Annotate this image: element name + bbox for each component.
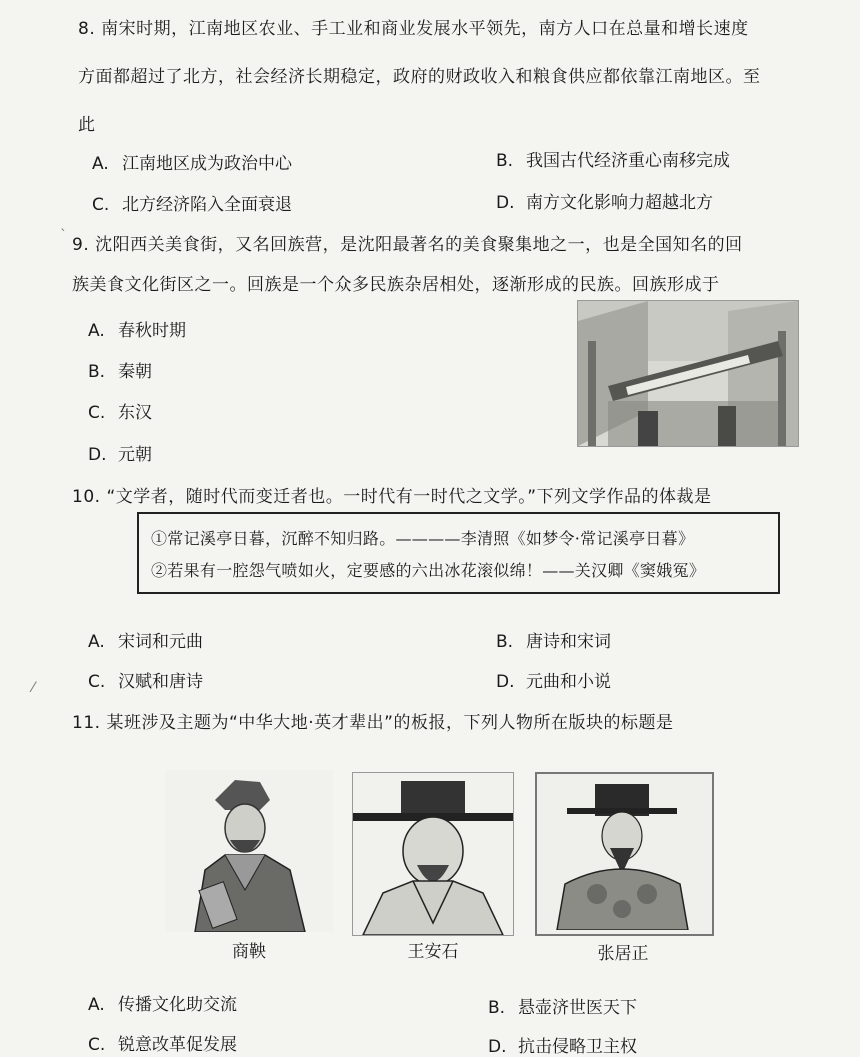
q8-option-b[interactable]: [496, 146, 730, 171]
q10-option-d[interactable]: [496, 667, 611, 692]
q9-stem-line1: 9. 沈阳西关美食街，又名回族营，是沈阳最著名的美食聚集地之一，也是全国知名的回: [72, 235, 743, 255]
option-letter: A.: [88, 321, 105, 341]
q9-option-a[interactable]: [88, 316, 186, 341]
caption-wang-anshi: 王安石: [407, 942, 459, 962]
option-text: 东汉: [118, 403, 152, 423]
option-text: 宋词和元曲: [118, 632, 203, 652]
shang-yang-portrait: [165, 770, 333, 932]
option-letter: D.: [488, 1037, 507, 1057]
q10-option-b[interactable]: [496, 627, 611, 652]
option-text: 元曲和小说: [526, 672, 611, 692]
q11-option-c[interactable]: [88, 1030, 237, 1055]
q9-stem-line2: 族美食文化街区之一。回族是一个众多民族杂居相处，逐渐形成的民族。回族形成于: [72, 275, 720, 295]
quote-box: [137, 512, 780, 594]
q8-stem-line1: 8. 南宋时期，江南地区农业、手工业和商业发展水平领先，南方人口在总量和增长速度: [78, 19, 749, 39]
option-letter: A.: [92, 154, 109, 174]
option-text: 锐意改革促发展: [118, 1035, 237, 1055]
q8-option-d[interactable]: [496, 188, 713, 213]
option-text: 传播文化助交流: [118, 995, 237, 1015]
option-letter: C.: [88, 1035, 106, 1055]
option-text: 秦朝: [118, 362, 152, 382]
q10-option-c[interactable]: [88, 667, 203, 692]
option-text: 汉赋和唐诗: [118, 672, 203, 692]
option-text: 北方经济陷入全面衰退: [122, 195, 292, 215]
caption-shang-yang: 商鞅: [232, 942, 266, 962]
option-letter: D.: [496, 672, 515, 692]
option-text: 抗击侵略卫主权: [518, 1037, 637, 1057]
option-letter: D.: [88, 445, 107, 465]
q11-option-a[interactable]: [88, 990, 237, 1015]
option-letter: C.: [88, 403, 106, 423]
option-text: 江南地区成为政治中心: [122, 154, 292, 174]
option-text: 唐诗和宋词: [526, 632, 611, 652]
stray-mark: ⁄: [32, 680, 35, 696]
quote-2: ②若果有一腔怨气喷如火，定要感的六出冰花滚似绵！——关汉卿《窦娥冤》: [151, 561, 706, 580]
caption-zhang-juzheng: 张居正: [597, 944, 649, 964]
q8-stem-line3: 此: [78, 115, 96, 135]
q11-option-d[interactable]: [488, 1032, 637, 1057]
option-letter: C.: [92, 195, 110, 215]
option-text: 春秋时期: [118, 321, 186, 341]
wang-anshi-portrait: [352, 772, 514, 936]
food-street-gate-photo: [577, 300, 799, 447]
option-letter: B.: [88, 362, 106, 382]
q8-option-c[interactable]: [92, 190, 292, 215]
q10-option-a[interactable]: [88, 627, 203, 652]
q8-option-a[interactable]: [92, 149, 292, 174]
quote-1: ①常记溪亭日暮，沉醉不知归路。————李清照《如梦令·常记溪亭日暮》: [151, 529, 695, 548]
option-letter: A.: [88, 632, 105, 652]
q9-option-b[interactable]: [88, 357, 152, 382]
stray-mark: `: [60, 228, 67, 244]
option-letter: D.: [496, 193, 515, 213]
option-text: 我国古代经济重心南移完成: [526, 151, 730, 171]
option-text: 南方文化影响力超越北方: [526, 193, 713, 213]
q11-stem: 11. 某班涉及主题为“中华大地·英才辈出”的板报，下列人物所在版块的标题是: [72, 713, 674, 733]
option-letter: C.: [88, 672, 106, 692]
option-letter: B.: [488, 998, 506, 1018]
option-text: 元朝: [118, 445, 152, 465]
q11-option-b[interactable]: [488, 993, 637, 1018]
zhang-juzheng-portrait: [535, 772, 714, 936]
q8-stem-line2: 方面都超过了北方，社会经济长期稳定，政府的财政收入和粮食供应都依靠江南地区。至: [78, 67, 761, 87]
q9-option-d[interactable]: [88, 440, 152, 465]
q9-option-c[interactable]: [88, 398, 152, 423]
option-letter: A.: [88, 995, 105, 1015]
option-letter: B.: [496, 632, 514, 652]
q10-stem: 10. “文学者，随时代而变迁者也。一时代有一时代之文学。”下列文学作品的体裁是: [72, 487, 712, 507]
option-letter: B.: [496, 151, 514, 171]
option-text: 悬壶济世医天下: [518, 998, 637, 1018]
